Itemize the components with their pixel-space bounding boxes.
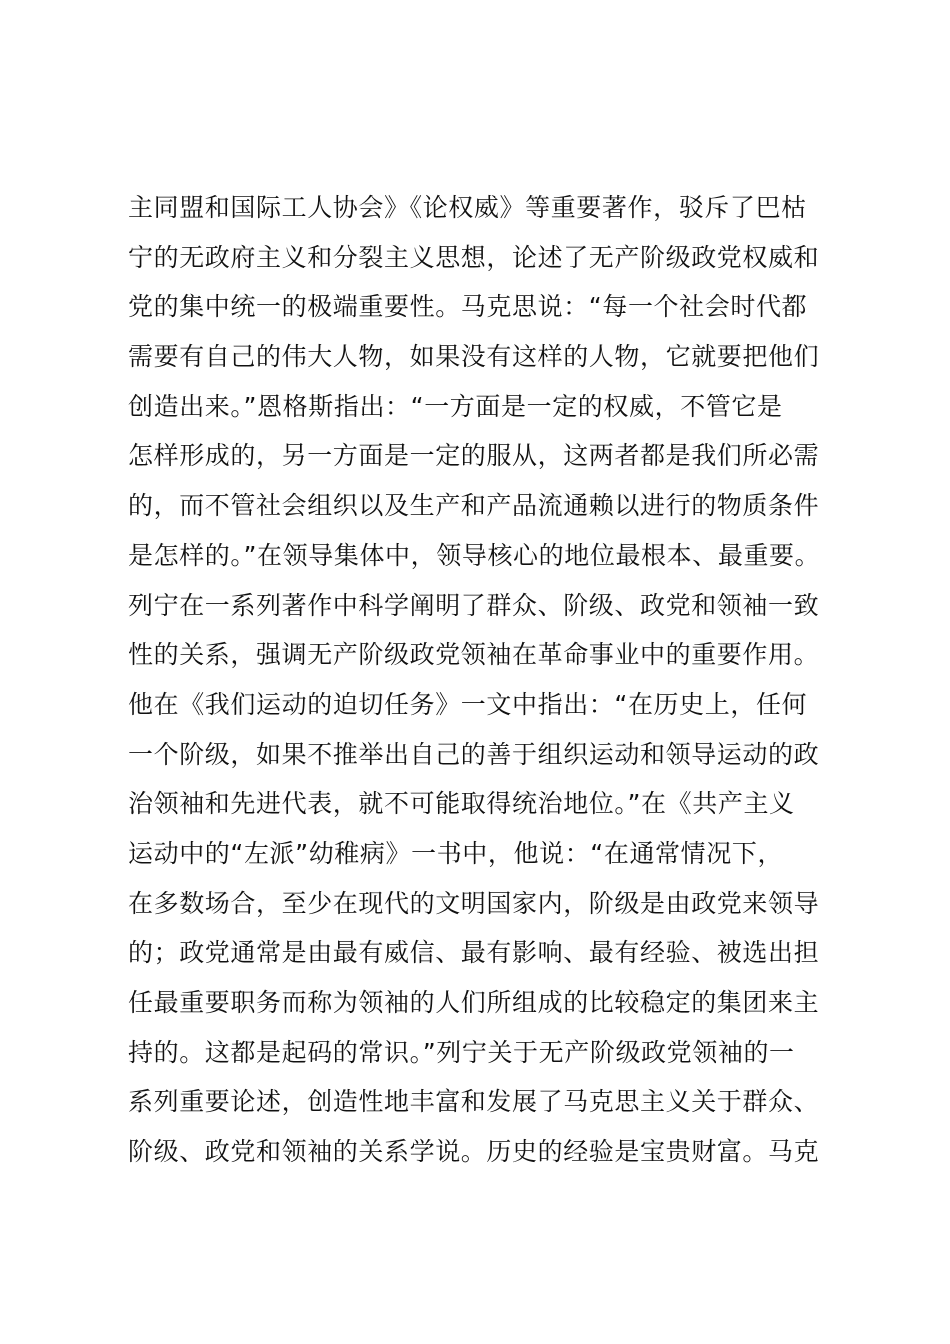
text-line: 的，而不管社会组织以及生产和产品流通赖以进行的物质条件 <box>128 491 820 521</box>
text-line: 是怎样的。”在领导集体中，领导核心的地位最根本、最重要。 <box>128 540 821 570</box>
text-line: 需要有自己的伟大人物，如果没有这样的人物，它就要把他们 <box>128 342 820 372</box>
text-line: 一个阶级，如果不推举出自己的善于组织运动和领导运动的政 <box>128 739 820 769</box>
text-line: 怎样形成的，另一方面是一定的服从，这两者都是我们所必需 <box>128 441 820 471</box>
text-line: 系列重要论述，创造性地丰富和发展了马克思主义关于群众、 <box>128 1087 820 1117</box>
text-line: 宁的无政府主义和分裂主义思想，论述了无产阶级政党权威和 <box>128 242 820 272</box>
text-line: 持的。这都是起码的常识。”列宁关于无产阶级政党领袖的一 <box>128 1037 795 1067</box>
text-line: 列宁在一系列著作中科学阐明了群众、阶级、政党和领袖一致 <box>128 590 820 620</box>
body-text <box>128 183 848 1177</box>
text-line: 他在《我们运动的迫切任务》一文中指出：“在历史上，任何 <box>128 689 808 719</box>
text-line: 党的集中统一的极端重要性。马克思说：“每一个社会时代都 <box>128 292 808 322</box>
text-line: 运动中的“左派”幼稚病》一书中，他说：“在通常情况下， <box>128 838 784 868</box>
text-line: 主同盟和国际工人协会》《论权威》等重要著作，驳斥了巴枯 <box>128 193 807 222</box>
text-line: 在多数场合，至少在现代的文明国家内，阶级是由政党来领导 <box>128 888 820 918</box>
text-line: 性的关系，强调无产阶级政党领袖在革命事业中的重要作用。 <box>128 640 820 670</box>
text-line: 治领袖和先进代表，就不可能取得统治地位。”在《共产主义 <box>128 789 795 819</box>
text-line: 的；政党通常是由最有威信、最有影响、最有经验、被选出担 <box>128 938 820 968</box>
text-line: 任最重要职务而称为领袖的人们所组成的比较稳定的集团来主 <box>128 988 820 1017</box>
text-line: 阶级、政党和领袖的关系学说。历史的经验是宝贵财富。马克 <box>128 1137 820 1167</box>
text-line: 创造出来。”恩格斯指出：“一方面是一定的权威，不管它是 <box>128 391 783 421</box>
